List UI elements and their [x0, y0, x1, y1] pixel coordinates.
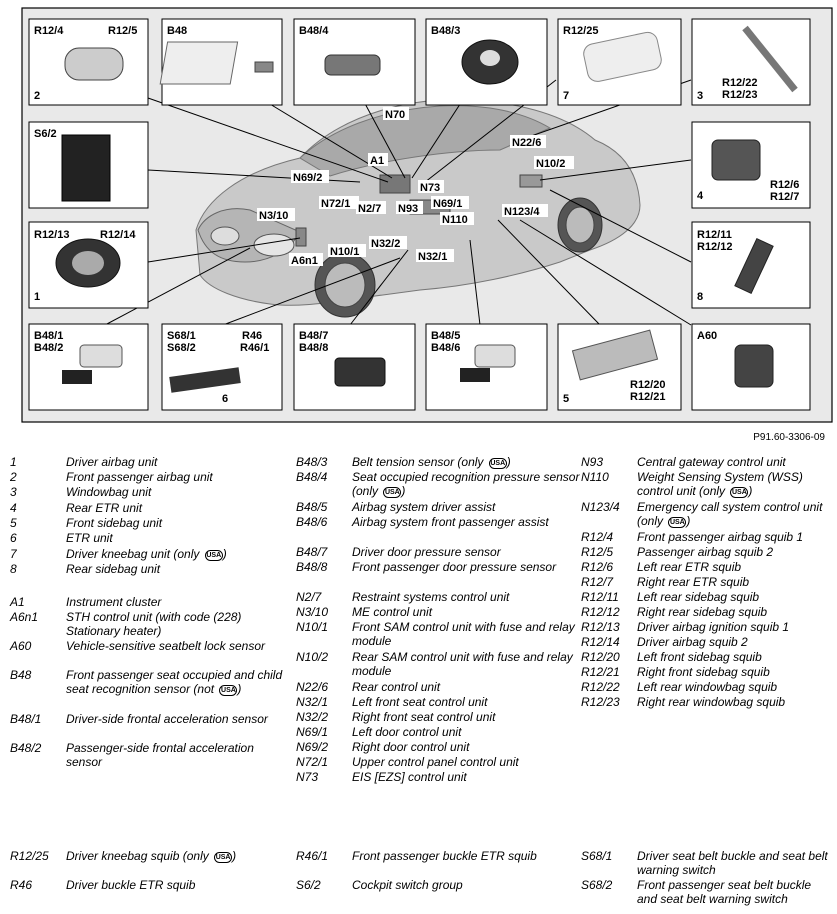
legend-code: N73: [296, 770, 319, 784]
legend-code: S68/1: [581, 849, 613, 863]
legend-description: Front sidebag unit: [66, 516, 163, 530]
label-3: 3: [697, 90, 704, 102]
label-r46-1: R46/1: [240, 342, 270, 354]
label-b48-7: B48/7: [299, 330, 329, 342]
label-r46: R46: [242, 330, 263, 342]
callout-n70: [383, 107, 409, 121]
callout-n69-1: [431, 196, 469, 210]
legend-code: 5: [10, 516, 17, 530]
svg-text:N32/1: N32/1: [418, 251, 448, 263]
legend-code: B48/1: [10, 712, 42, 726]
usa-badge-icon: USA: [669, 519, 685, 526]
label-b48-2: B48/2: [34, 342, 64, 354]
label-6: 6: [222, 393, 229, 405]
svg-text:N32/2: N32/2: [371, 238, 401, 250]
label-a60: A60: [697, 330, 718, 342]
legend-code: 8: [10, 562, 17, 576]
svg-text:N69/1: N69/1: [433, 198, 463, 210]
legend-column-2: [296, 455, 581, 795]
legend-code: R12/22: [581, 680, 620, 694]
legend-code: N32/1: [296, 695, 329, 709]
legend-code: B48/8: [296, 560, 328, 574]
legend-code: R12/20: [581, 650, 620, 664]
svg-text:N10/2: N10/2: [536, 158, 566, 170]
callout-n123-4: [502, 204, 548, 218]
label-r12-4: R12/4: [34, 25, 64, 37]
legend-code: B48/5: [296, 500, 328, 514]
callout-n3-10: [257, 208, 295, 222]
legend-description: Cockpit switch group: [352, 878, 463, 892]
legend-description: Left rear sidebag squib: [637, 590, 760, 604]
legend-column-3: [581, 455, 833, 715]
legend-description: STH control unit (with code (228) Stationary heater): [66, 610, 242, 638]
label-8: 8: [697, 291, 704, 303]
legend-description: Central gateway control unit: [637, 455, 786, 469]
legend-code: N10/2: [296, 650, 329, 664]
label-r12-21: R12/21: [630, 391, 666, 403]
label-b48-3: B48/3: [431, 25, 461, 37]
label-r12-13: R12/13: [34, 229, 70, 241]
legend-description: Driver airbag squib 2: [637, 635, 748, 649]
svg-text:N10/1: N10/1: [330, 246, 360, 258]
legend-code: R12/11: [581, 590, 619, 604]
legend-column-1: [10, 455, 290, 775]
legend-description: Front passenger door pressure sensor: [352, 560, 557, 574]
label-s68-1: S68/1: [167, 330, 196, 342]
callout-n72-1: [319, 196, 359, 210]
legend-description: Driver seat belt buckle and seat belt warning switch: [637, 849, 828, 877]
label-7: 7: [563, 90, 570, 102]
legend-description: Left front seat control unit: [352, 695, 488, 709]
svg-text:N73: N73: [420, 182, 441, 194]
legend-code: R12/7: [581, 575, 614, 589]
legend-code: B48: [10, 668, 32, 682]
figure-reference: P91.60-3306-09: [753, 432, 825, 443]
label-r12-22: R12/22: [722, 77, 758, 89]
legend-code: N32/2: [296, 710, 329, 724]
legend-code: B48/6: [296, 515, 328, 529]
svg-text:A1: A1: [370, 155, 385, 167]
legend-description: Right front seat control unit: [352, 710, 496, 724]
legend-code: R12/14: [581, 635, 620, 649]
usa-badge-icon: USA: [221, 687, 236, 694]
legend-description: Rear sidebag unit: [66, 562, 161, 576]
legend-description: Front passenger buckle ETR squib: [352, 849, 537, 863]
legend-code: R12/13: [581, 620, 620, 634]
legend-description: Driver airbag ignition squib 1: [637, 620, 790, 634]
legend-code: B48/2: [10, 741, 42, 755]
legend-description: Belt tension sensor (only USA ): [352, 455, 511, 469]
legend-code: 7: [10, 547, 17, 561]
legend-description: Airbag system driver assist: [352, 500, 496, 514]
label-b48: B48: [167, 25, 188, 37]
label-s6-2: S6/2: [34, 128, 57, 140]
legend-code: R12/5: [581, 545, 614, 559]
legend-code: N110: [581, 470, 609, 484]
svg-text:N69/2: N69/2: [293, 172, 323, 184]
legend-description: Left rear windowbag squib: [637, 680, 778, 694]
legend-description: EIS [EZS] control unit: [352, 770, 467, 784]
legend-code: A1: [10, 595, 25, 609]
label-b48-8: B48/8: [299, 342, 329, 354]
legend-code: R12/12: [581, 605, 620, 619]
legend-description: Front passenger seat belt buckle and seat belt warning switch: [637, 878, 812, 906]
label-r12-23: R12/23: [722, 89, 758, 101]
legend-code: A6n1: [10, 610, 39, 624]
svg-text:N70: N70: [385, 109, 406, 121]
label-2: 2: [34, 90, 41, 102]
label-r12-6: R12/6: [770, 179, 800, 191]
svg-text:N123/4: N123/4: [504, 206, 540, 218]
legend-code: 6: [10, 531, 17, 545]
legend-code: N10/1: [296, 620, 329, 634]
legend-code: 3: [10, 485, 17, 499]
legend-code: 1: [10, 455, 17, 469]
legend-description: Right rear sidebag squib: [637, 605, 768, 619]
callout-n32-2: [369, 236, 407, 250]
callout-n69-2: [291, 170, 329, 184]
legend-code: S68/2: [581, 878, 613, 892]
legend-code: N69/1: [296, 725, 329, 739]
legend-description: Driver door pressure sensor: [352, 545, 501, 559]
legend-code: A60: [10, 639, 32, 653]
legend-description: Driver kneebag squib (only USA ): [66, 849, 237, 863]
label-r12-20: R12/20: [630, 379, 666, 391]
callout-n32-1: [416, 249, 454, 263]
usa-badge-icon: USA: [490, 460, 506, 467]
legend-description: Right door control unit: [352, 740, 470, 754]
svg-text:N72/1: N72/1: [321, 198, 351, 210]
label-b48-6: B48/6: [431, 342, 461, 354]
legend-code: R12/21: [581, 665, 620, 679]
usa-badge-icon: USA: [732, 489, 747, 496]
legend-code: B48/3: [296, 455, 328, 469]
callout-n110: [440, 212, 474, 226]
legend-description: Rear ETR unit: [66, 501, 143, 515]
label-r12-5: R12/5: [108, 25, 138, 37]
legend-description: Front passenger airbag unit: [66, 470, 213, 484]
legend-code: B48/4: [296, 470, 328, 484]
legend-description: Front passenger airbag squib 1: [637, 530, 804, 544]
legend-description: Airbag system front passenger assist: [352, 515, 549, 529]
legend-code: N3/10: [296, 605, 329, 619]
legend-description: ETR unit: [66, 531, 113, 545]
legend-description: Emergency call system control unit (only USA ): [637, 500, 823, 528]
usa-badge-icon: USA: [206, 552, 222, 559]
legend-code: R12/25: [10, 849, 49, 863]
legend-code: R12/4: [581, 530, 614, 544]
svg-text:N93: N93: [398, 203, 419, 215]
legend-code: R46: [10, 878, 33, 892]
svg-text:N2/7: N2/7: [358, 203, 382, 215]
legend-code: N22/6: [296, 680, 329, 694]
legend-code: S6/2: [296, 878, 321, 892]
legend-description: Front passenger seat occupied and child seat recognition sensor (not USA ): [66, 668, 283, 696]
callout-n10-2: [534, 156, 574, 170]
legend-description: Right rear ETR squib: [637, 575, 750, 589]
legend-description: Windowbag unit: [66, 485, 152, 499]
label-4: 4: [697, 190, 704, 202]
legend-bottom-3: [581, 849, 833, 909]
label-r12-12: R12/12: [697, 241, 733, 253]
legend-code: N93: [581, 455, 604, 469]
legend-description: Rear SAM control unit with fuse and relay module: [352, 650, 573, 678]
legend-description: Seat occupied recognition pressure sensor (only USA ): [352, 470, 580, 498]
legend-bottom-1: [10, 849, 290, 909]
label-1: 1: [34, 291, 41, 303]
legend-code: N69/2: [296, 740, 329, 754]
legend-description: Left front sidebag squib: [637, 650, 762, 664]
legend-description: Left rear ETR squib: [637, 560, 742, 574]
callout-n22-6: [510, 135, 546, 149]
label-r12-25: R12/25: [563, 25, 599, 37]
legend-code: R46/1: [296, 849, 329, 863]
legend-description: Right rear windowbag squib: [637, 695, 786, 709]
legend-description: Driver airbag unit: [66, 455, 158, 469]
svg-text:N3/10: N3/10: [259, 210, 289, 222]
callout-n93: [396, 201, 423, 215]
legend-description: Upper control panel control unit: [352, 755, 519, 769]
legend-bottom-2: [296, 849, 581, 909]
legend-code: N72/1: [296, 755, 329, 769]
label-r12-7: R12/7: [770, 191, 800, 203]
label-r12-11: R12/11: [697, 229, 732, 241]
label-5: 5: [563, 393, 570, 405]
legend-description: Restraint systems control unit: [352, 590, 510, 604]
legend-description: Instrument cluster: [66, 595, 162, 609]
legend-code: 4: [10, 501, 17, 515]
svg-text:N110: N110: [442, 214, 468, 226]
callout-a6n1: [289, 253, 323, 267]
legend-description: Vehicle-sensitive seatbelt lock sensor: [66, 639, 265, 653]
legend-description: Right front sidebag squib: [637, 665, 770, 679]
legend-description: ME control unit: [352, 605, 433, 619]
usa-badge-icon: USA: [384, 489, 400, 496]
callout-n73: [418, 180, 444, 194]
legend-description: Rear control unit: [352, 680, 441, 694]
legend-code: R12/23: [581, 695, 620, 709]
legend-code: B48/7: [296, 545, 328, 559]
label-s68-2: S68/2: [167, 342, 196, 354]
label-r12-14: R12/14: [100, 229, 136, 241]
svg-text:N22/6: N22/6: [512, 137, 542, 149]
callout-n10-1: [328, 244, 366, 258]
label-b48-5: B48/5: [431, 330, 461, 342]
callout-n2-7: [356, 201, 386, 215]
legend-description: Driver-side frontal acceleration sensor: [66, 712, 268, 726]
legend-description: Passenger airbag squib 2: [637, 545, 774, 559]
legend-description: Passenger-side frontal acceleration sensor: [66, 741, 254, 769]
legend-description: Left door control unit: [352, 725, 462, 739]
callout-a1: [368, 153, 388, 167]
legend-code: R12/6: [581, 560, 614, 574]
label-b48-1: B48/1: [34, 330, 64, 342]
legend-description: Weight Sensing System (WSS) control unit (only USA ): [637, 470, 803, 498]
svg-text:A6n1: A6n1: [291, 255, 318, 267]
legend-code: 2: [10, 470, 17, 484]
legend-description: Front SAM control unit with fuse and relay module: [352, 620, 575, 648]
component-location-diagram: [0, 0, 837, 430]
legend-description: Driver kneebag unit (only USA ): [66, 547, 227, 561]
legend-code: N123/4: [581, 500, 620, 514]
label-b48-4: B48/4: [299, 25, 329, 37]
legend-code: N2/7: [296, 590, 322, 604]
legend-description: Driver buckle ETR squib: [66, 878, 196, 892]
usa-badge-icon: USA: [215, 854, 231, 861]
